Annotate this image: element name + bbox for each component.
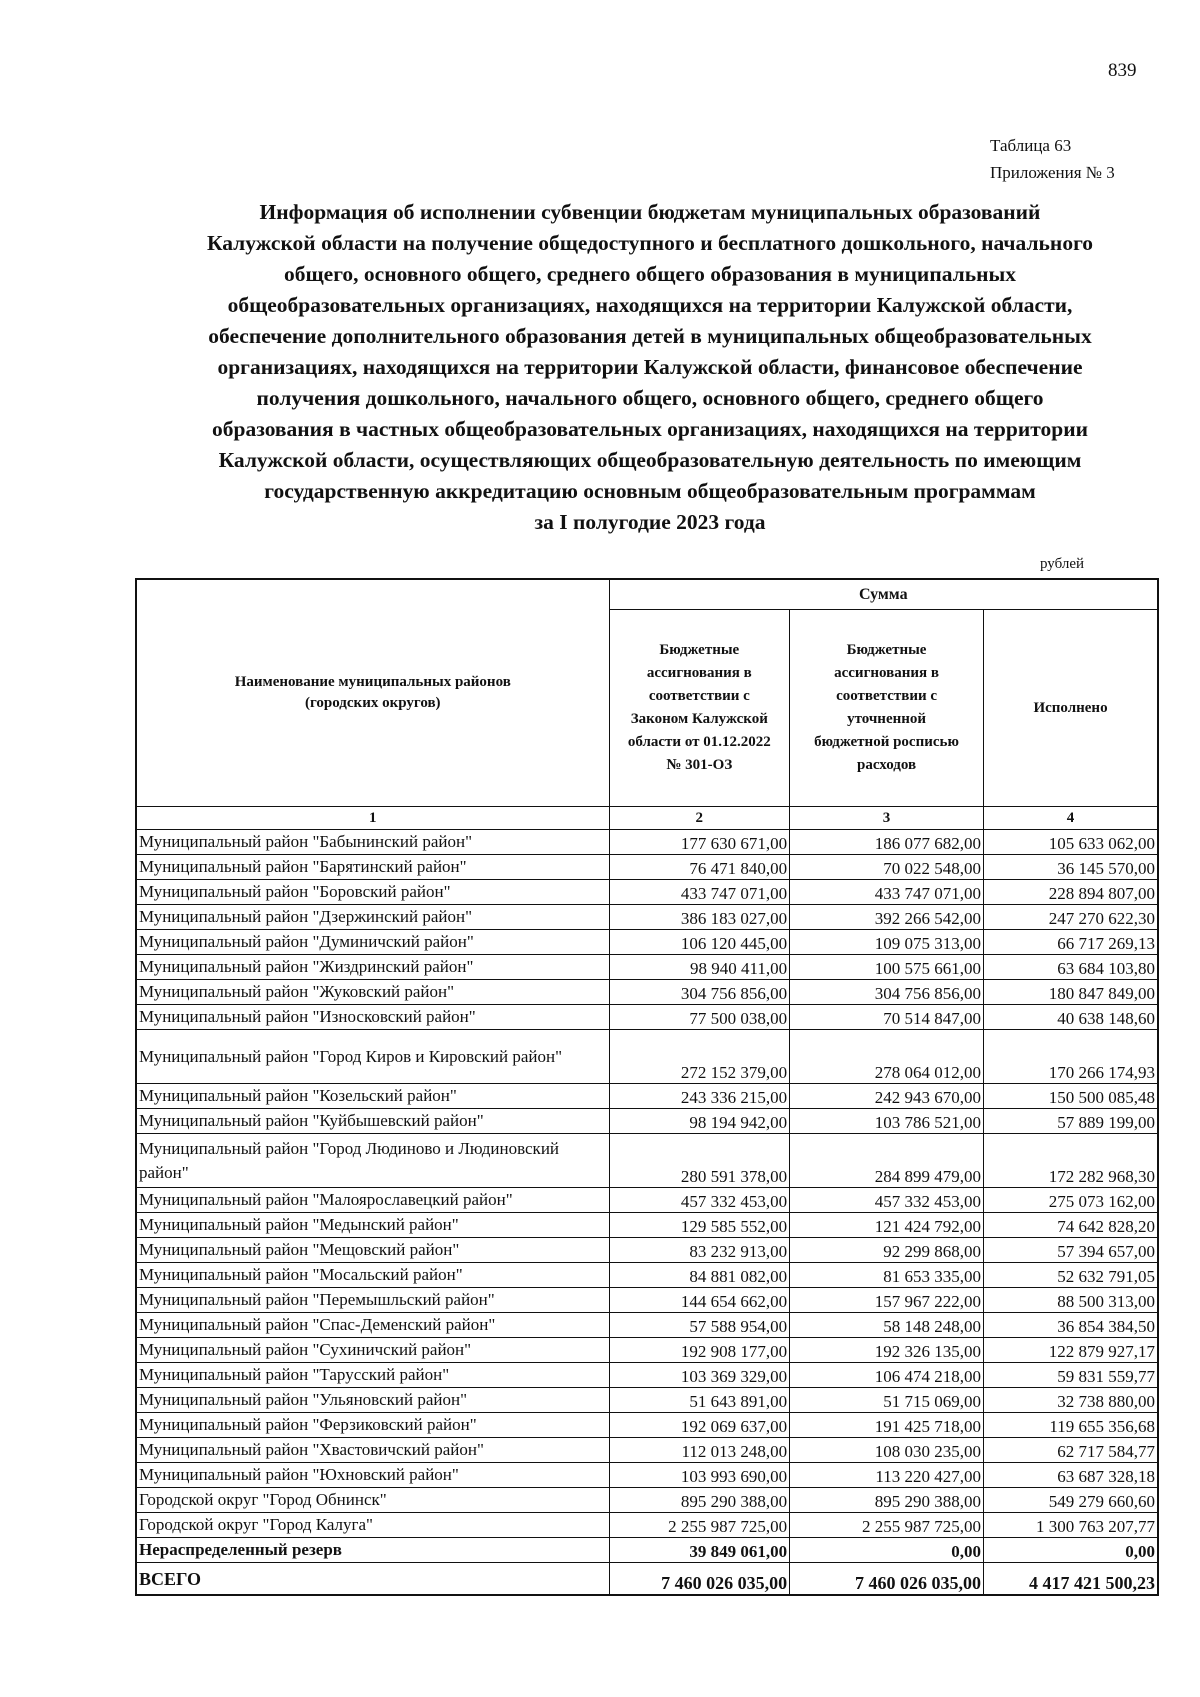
title-line: получения дошкольного, начального общего, основного общего, среднего общего <box>256 386 1044 410</box>
district-name: Муниципальный район "Мосальский район" <box>136 1263 609 1288</box>
updated-appropriation: 70 022 548,00 <box>790 855 984 880</box>
title-line: Калужской области на получение общедоступного и бесплатного дошкольного, начального <box>206 231 1094 255</box>
executed-amount: 59 831 559,77 <box>984 1363 1158 1388</box>
header-line: ассигнования в <box>646 665 752 681</box>
table-row <box>136 1338 1158 1363</box>
header-name <box>136 579 609 807</box>
table-row <box>136 1538 1158 1563</box>
law-appropriation: 7 460 026 035,00 <box>609 1563 790 1596</box>
district-name: Муниципальный район "Тарусский район" <box>136 1363 609 1388</box>
executed-amount: 52 632 791,05 <box>984 1263 1158 1288</box>
district-name: Муниципальный район "Малоярославецкий район" <box>136 1188 609 1213</box>
law-appropriation: 77 500 038,00 <box>609 1005 790 1030</box>
table-row <box>136 1313 1158 1338</box>
title-line: Калужской области, осуществляющих общеобразовательную деятельность по имеющим <box>218 448 1082 472</box>
executed-amount: 172 282 968,30 <box>984 1134 1158 1188</box>
updated-appropriation: 157 967 222,00 <box>790 1288 984 1313</box>
law-appropriation: 76 471 840,00 <box>609 855 790 880</box>
header-sum: Сумма <box>609 579 1158 610</box>
updated-appropriation: 70 514 847,00 <box>790 1005 984 1030</box>
law-appropriation: 51 643 891,00 <box>609 1388 790 1413</box>
header-line: Бюджетные <box>659 642 740 658</box>
header-line: соответствии с <box>648 688 750 704</box>
district-name: Муниципальный район "Куйбышевский район" <box>136 1109 609 1134</box>
updated-appropriation: 0,00 <box>790 1538 984 1563</box>
header-line: Законом Калужской <box>630 711 768 727</box>
executed-amount: 62 717 584,77 <box>984 1438 1158 1463</box>
law-appropriation: 106 120 445,00 <box>609 930 790 955</box>
title-line: Информация об исполнении субвенции бюджетам муниципальных образований <box>259 200 1041 224</box>
executed-amount: 122 879 927,17 <box>984 1338 1158 1363</box>
header-line: № 301-ОЗ <box>666 757 733 773</box>
district-name: Муниципальный район "Дзержинский район" <box>136 905 609 930</box>
district-name: Муниципальный район "Думиничский район" <box>136 930 609 955</box>
law-appropriation: 192 069 637,00 <box>609 1413 790 1438</box>
header-executed: Исполнено <box>984 610 1158 807</box>
updated-appropriation: 51 715 069,00 <box>790 1388 984 1413</box>
district-name: Муниципальный район "Барятинский район" <box>136 855 609 880</box>
law-appropriation: 243 336 215,00 <box>609 1084 790 1109</box>
updated-appropriation: 304 756 856,00 <box>790 980 984 1005</box>
budget-table <box>135 578 1159 1596</box>
updated-appropriation: 192 326 135,00 <box>790 1338 984 1363</box>
title-line: обеспечение дополнительного образования детей в муниципальных общеобразовательных <box>208 324 1092 348</box>
updated-appropriation: 186 077 682,00 <box>790 830 984 855</box>
executed-amount: 88 500 313,00 <box>984 1288 1158 1313</box>
district-name: Муниципальный район "Боровский район" <box>136 880 609 905</box>
header-name-line2: (городских округов) <box>304 695 441 711</box>
law-appropriation: 895 290 388,00 <box>609 1488 790 1513</box>
district-name: Муниципальный район "Перемышльский район" <box>136 1288 609 1313</box>
updated-appropriation: 103 786 521,00 <box>790 1109 984 1134</box>
district-name: Муниципальный район "Мещовский район" <box>136 1238 609 1263</box>
executed-amount: 150 500 085,48 <box>984 1084 1158 1109</box>
district-name: Муниципальный район "Ульяновский район" <box>136 1388 609 1413</box>
updated-appropriation: 58 148 248,00 <box>790 1313 984 1338</box>
law-appropriation: 2 255 987 725,00 <box>609 1513 790 1538</box>
table-row <box>136 1513 1158 1538</box>
header-updated-appropriations <box>790 610 984 807</box>
col-number: 1 <box>136 807 609 830</box>
district-name: Муниципальный район "Город Людиново и Людиновский район" <box>136 1134 609 1188</box>
law-appropriation: 457 332 453,00 <box>609 1188 790 1213</box>
caption-appendix: Приложения № 3 <box>990 163 1115 182</box>
law-appropriation: 272 152 379,00 <box>609 1030 790 1084</box>
col-number: 4 <box>984 807 1158 830</box>
executed-amount: 1 300 763 207,77 <box>984 1513 1158 1538</box>
executed-amount: 40 638 148,60 <box>984 1005 1158 1030</box>
title-line: общеобразовательных организациях, находящихся на территории Калужской области, <box>227 293 1073 317</box>
executed-amount: 4 417 421 500,23 <box>984 1563 1158 1596</box>
table-row <box>136 830 1158 855</box>
district-name: Муниципальный район "Медынский район" <box>136 1213 609 1238</box>
district-name: Нераспределенный резерв <box>136 1538 609 1563</box>
law-appropriation: 103 993 690,00 <box>609 1463 790 1488</box>
updated-appropriation: 2 255 987 725,00 <box>790 1513 984 1538</box>
table-row <box>136 1413 1158 1438</box>
district-name: Муниципальный район "Ферзиковский район" <box>136 1413 609 1438</box>
district-name: Муниципальный район "Сухиничский район" <box>136 1338 609 1363</box>
district-name: Муниципальный район "Хвастовичский район" <box>136 1438 609 1463</box>
law-appropriation: 83 232 913,00 <box>609 1238 790 1263</box>
table-row <box>136 1030 1158 1084</box>
table-row <box>136 1005 1158 1030</box>
law-appropriation: 98 194 942,00 <box>609 1109 790 1134</box>
title-line: государственную аккредитацию основным общеобразовательным программам <box>264 479 1036 503</box>
executed-amount: 63 684 103,80 <box>984 955 1158 980</box>
updated-appropriation: 108 030 235,00 <box>790 1438 984 1463</box>
district-name: Муниципальный район "Спас-Деменский район" <box>136 1313 609 1338</box>
executed-amount: 119 655 356,68 <box>984 1413 1158 1438</box>
executed-amount: 180 847 849,00 <box>984 980 1158 1005</box>
total-row <box>136 1563 1158 1596</box>
table-row <box>136 880 1158 905</box>
updated-appropriation: 81 653 335,00 <box>790 1263 984 1288</box>
executed-amount: 57 394 657,00 <box>984 1238 1158 1263</box>
executed-amount: 57 889 199,00 <box>984 1109 1158 1134</box>
table-row <box>136 1463 1158 1488</box>
law-appropriation: 144 654 662,00 <box>609 1288 790 1313</box>
header-line: ассигнования в <box>834 665 939 681</box>
updated-appropriation: 433 747 071,00 <box>790 880 984 905</box>
updated-appropriation: 7 460 026 035,00 <box>790 1563 984 1596</box>
updated-appropriation: 92 299 868,00 <box>790 1238 984 1263</box>
table-row <box>136 1363 1158 1388</box>
table-row <box>136 1134 1158 1188</box>
table-row <box>136 930 1158 955</box>
law-appropriation: 280 591 378,00 <box>609 1134 790 1188</box>
table-row <box>136 1188 1158 1213</box>
executed-amount: 36 145 570,00 <box>984 855 1158 880</box>
district-name: Муниципальный район "Жиздринский район" <box>136 955 609 980</box>
law-appropriation: 129 585 552,00 <box>609 1213 790 1238</box>
law-appropriation: 57 588 954,00 <box>609 1313 790 1338</box>
executed-amount: 63 687 328,18 <box>984 1463 1158 1488</box>
header-line: уточненной <box>847 711 927 727</box>
district-name: Муниципальный район "Город Киров и Кировский район" <box>136 1030 609 1084</box>
updated-appropriation: 121 424 792,00 <box>790 1213 984 1238</box>
table-row <box>136 1488 1158 1513</box>
document-title <box>130 197 1170 538</box>
table-row <box>136 1438 1158 1463</box>
updated-appropriation: 106 474 218,00 <box>790 1363 984 1388</box>
table-row <box>136 1388 1158 1413</box>
district-name: Муниципальный район "Жуковский район" <box>136 980 609 1005</box>
header-line: расходов <box>856 757 917 773</box>
table-row <box>136 855 1158 880</box>
updated-appropriation: 242 943 670,00 <box>790 1084 984 1109</box>
executed-amount: 228 894 807,00 <box>984 880 1158 905</box>
col-number: 2 <box>609 807 790 830</box>
title-line: образования в частных общеобразовательных организациях, находящихся на территории <box>211 417 1088 441</box>
units-label: рублей <box>1040 556 1085 572</box>
updated-appropriation: 113 220 427,00 <box>790 1463 984 1488</box>
law-appropriation: 304 756 856,00 <box>609 980 790 1005</box>
district-name: Городской округ "Город Обнинск" <box>136 1488 609 1513</box>
law-appropriation: 84 881 082,00 <box>609 1263 790 1288</box>
header-line: области от 01.12.2022 <box>627 734 771 750</box>
updated-appropriation: 278 064 012,00 <box>790 1030 984 1084</box>
updated-appropriation: 457 332 453,00 <box>790 1188 984 1213</box>
executed-amount: 0,00 <box>984 1538 1158 1563</box>
law-appropriation: 433 747 071,00 <box>609 880 790 905</box>
updated-appropriation: 284 899 479,00 <box>790 1134 984 1188</box>
page-number: 839 <box>1108 60 1137 81</box>
district-name: Муниципальный район "Юхновский район" <box>136 1463 609 1488</box>
table-caption <box>990 132 1115 186</box>
executed-amount: 247 270 622,30 <box>984 905 1158 930</box>
updated-appropriation: 895 290 388,00 <box>790 1488 984 1513</box>
executed-amount: 36 854 384,50 <box>984 1313 1158 1338</box>
table-row <box>136 1238 1158 1263</box>
law-appropriation: 98 940 411,00 <box>609 955 790 980</box>
district-name: Городской округ "Город Калуга" <box>136 1513 609 1538</box>
law-appropriation: 386 183 027,00 <box>609 905 790 930</box>
district-name: Муниципальный район "Козельский район" <box>136 1084 609 1109</box>
executed-amount: 549 279 660,60 <box>984 1488 1158 1513</box>
executed-amount: 74 642 828,20 <box>984 1213 1158 1238</box>
executed-amount: 170 266 174,93 <box>984 1030 1158 1084</box>
table-row <box>136 1213 1158 1238</box>
executed-amount: 275 073 162,00 <box>984 1188 1158 1213</box>
district-name: ВСЕГО <box>136 1563 609 1596</box>
title-line: общего, основного общего, среднего общего образования в муниципальных <box>284 262 1016 286</box>
updated-appropriation: 392 266 542,00 <box>790 905 984 930</box>
law-appropriation: 112 013 248,00 <box>609 1438 790 1463</box>
updated-appropriation: 100 575 661,00 <box>790 955 984 980</box>
table-row <box>136 955 1158 980</box>
law-appropriation: 39 849 061,00 <box>609 1538 790 1563</box>
table-row <box>136 1084 1158 1109</box>
header-line: бюджетной росписью <box>814 734 959 750</box>
header-law-appropriations <box>609 610 790 807</box>
table-row <box>136 1263 1158 1288</box>
table-row <box>136 1288 1158 1313</box>
law-appropriation: 103 369 329,00 <box>609 1363 790 1388</box>
col-number: 3 <box>790 807 984 830</box>
title-line: за I полугодие 2023 года <box>534 510 766 534</box>
table-row <box>136 980 1158 1005</box>
law-appropriation: 177 630 671,00 <box>609 830 790 855</box>
caption-table-number: Таблица 63 <box>990 136 1072 155</box>
header-line: соответствии с <box>836 688 938 704</box>
executed-amount: 105 633 062,00 <box>984 830 1158 855</box>
district-name: Муниципальный район "Бабынинский район" <box>136 830 609 855</box>
executed-amount: 66 717 269,13 <box>984 930 1158 955</box>
law-appropriation: 192 908 177,00 <box>609 1338 790 1363</box>
title-line: организациях, находящихся на территории Калужской области, финансовое обеспечение <box>217 355 1083 379</box>
executed-amount: 32 738 880,00 <box>984 1388 1158 1413</box>
updated-appropriation: 109 075 313,00 <box>790 930 984 955</box>
header-line: Бюджетные <box>846 642 927 658</box>
table-row <box>136 905 1158 930</box>
table-row <box>136 1109 1158 1134</box>
district-name: Муниципальный район "Износковский район" <box>136 1005 609 1030</box>
header-name-line1: Наименование муниципальных районов <box>234 674 511 690</box>
updated-appropriation: 191 425 718,00 <box>790 1413 984 1438</box>
